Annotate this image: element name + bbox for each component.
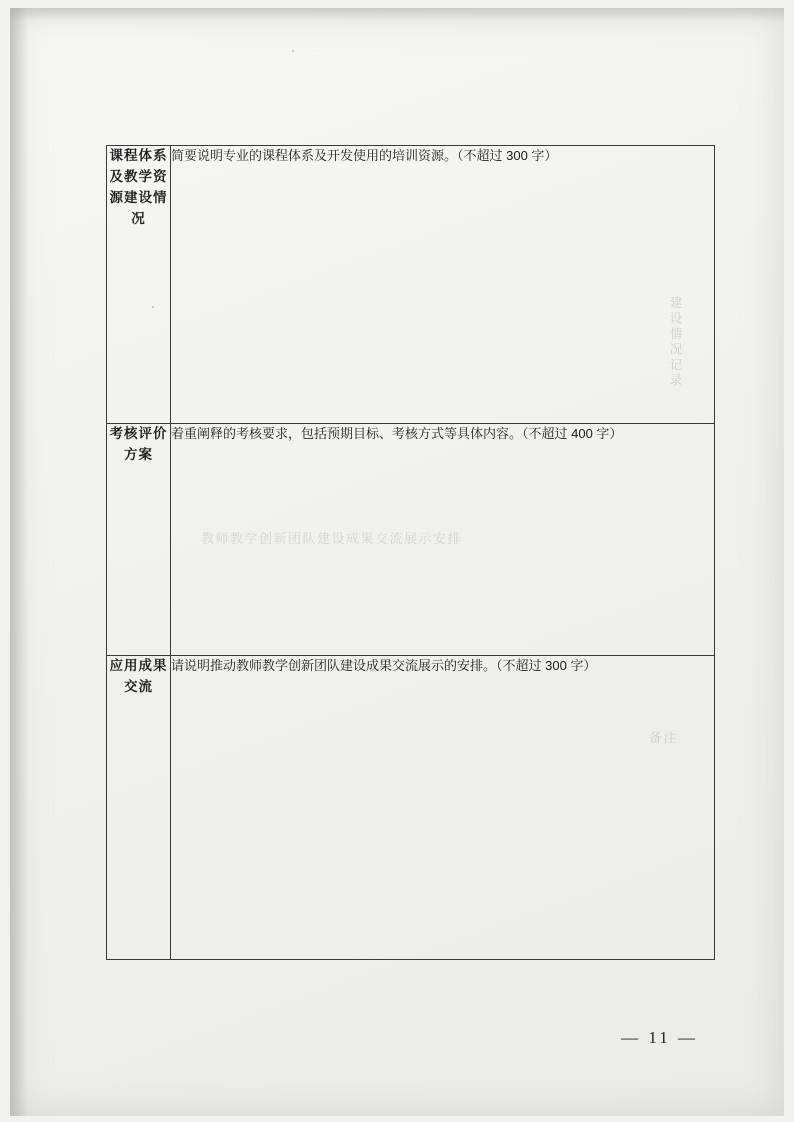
row-label-text: 考核评价方案 xyxy=(109,426,168,462)
row-content-assessment-plan[interactable] xyxy=(171,424,715,656)
row-content-achievement-exchange[interactable] xyxy=(171,656,715,960)
row-content-course-system[interactable] xyxy=(171,146,715,424)
application-form-table xyxy=(106,145,715,960)
row-label-text: 应用成果交流 xyxy=(109,658,168,694)
page-number: — 11 — xyxy=(621,1028,698,1047)
row-label-course-system xyxy=(107,146,171,424)
row-prompt-text: 着重阐释的考核要求，包括预期目标、考核方式等具体内容。（不超过 400 字） xyxy=(171,426,623,441)
row-label-text: 课程体系及教学资源建设情况 xyxy=(109,148,168,226)
row-prompt-text: 请说明推动教师教学创新团队建设成果交流展示的安排。（不超过 300 字） xyxy=(171,658,597,673)
ghost-text-artifact: 备注 xyxy=(648,731,678,745)
row-label-achievement-exchange xyxy=(107,656,171,960)
row-prompt-text: 简要说明专业的课程体系及开发使用的培训资源。（不超过 300 字） xyxy=(171,148,558,163)
scan-speck xyxy=(292,50,294,52)
table-row xyxy=(107,656,715,960)
ghost-text-artifact: 教师教学创新团队建设成果交流展示安排 xyxy=(201,531,463,546)
table-row xyxy=(107,146,715,424)
ghost-text-artifact: 建设情况记录 xyxy=(668,296,682,389)
row-label-assessment-plan xyxy=(107,424,171,656)
table-row xyxy=(107,424,715,656)
